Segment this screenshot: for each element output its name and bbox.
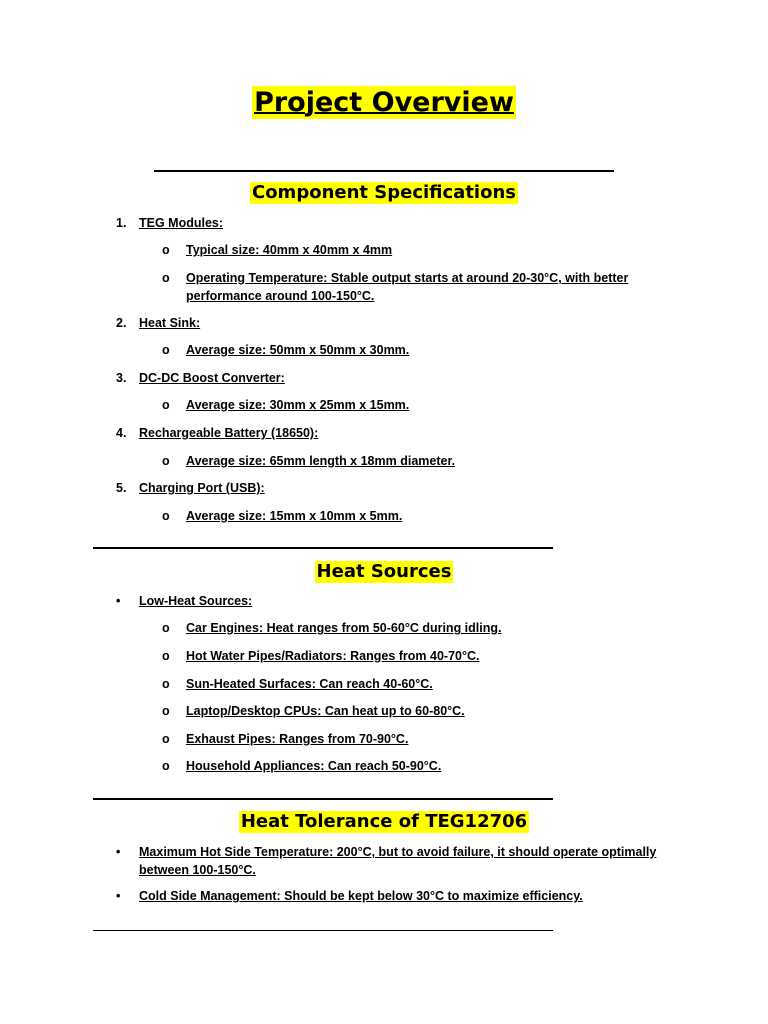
- divider-4: [93, 930, 553, 931]
- section-heading-heat-sources: Heat Sources: [316, 561, 452, 582]
- list-number: 4.: [116, 426, 127, 440]
- sub-list-item: Average size: 30mm x 25mm x 15mm.: [186, 398, 410, 412]
- section-heading-tolerance: Heat Tolerance of TEG12706: [240, 811, 528, 832]
- list-item: DC-DC Boost Converter:: [139, 371, 285, 385]
- sub-list-item: Exhaust Pipes: Ranges from 70-90°C.: [186, 732, 409, 746]
- sub-list-item: Laptop/Desktop CPUs: Can heat up to 60-80°C.: [186, 704, 465, 718]
- section-heading-components: Component Specifications: [251, 182, 516, 203]
- bullet-marker: •: [116, 889, 121, 903]
- divider-2: [93, 547, 553, 549]
- sub-list-item: Household Appliances: Can reach 50-90°C.: [186, 759, 442, 773]
- sub-bullet-marker: o: [162, 454, 170, 468]
- list-item: Charging Port (USB):: [139, 481, 265, 495]
- page-title: [0, 86, 768, 119]
- sub-list-item: Typical size: 40mm x 40mm x 4mm: [186, 243, 393, 257]
- sub-list-item: Car Engines: Heat ranges from 50-60°C during idling.: [186, 621, 502, 635]
- sub-bullet-marker: o: [162, 704, 170, 718]
- sub-bullet-marker: o: [162, 343, 170, 357]
- list-number: 3.: [116, 371, 127, 385]
- sub-bullet-marker: o: [162, 621, 170, 635]
- list-number: 2.: [116, 316, 127, 330]
- list-item: Cold Side Management: Should be kept below 30°C to maximize efficiency.: [139, 889, 583, 903]
- sub-list-item: Sun-Heated Surfaces: Can reach 40-60°C.: [186, 677, 433, 691]
- sub-list-item: Average size: 65mm length x 18mm diameter.: [186, 454, 456, 468]
- list-item: Maximum Hot Side Temperature: 200°C, but to avoid failure, it should operate optimally between 100-150°C.: [139, 845, 657, 877]
- divider-3: [93, 798, 553, 800]
- sub-bullet-marker: o: [162, 243, 170, 257]
- list-item: Heat Sink:: [139, 316, 201, 330]
- sub-bullet-marker: o: [162, 398, 170, 412]
- bullet-marker: •: [116, 845, 121, 859]
- list-number: 5.: [116, 481, 127, 495]
- sub-list-item: Operating Temperature: Stable output starts at around 20-30°C, with better performance around 100-150°C.: [186, 271, 629, 303]
- list-item: TEG Modules:: [139, 216, 224, 230]
- sub-bullet-marker: o: [162, 759, 170, 773]
- sub-bullet-marker: o: [162, 732, 170, 746]
- sub-list-item: Average size: 15mm x 10mm x 5mm.: [186, 509, 403, 523]
- page-title-text: Project Overview: [254, 87, 514, 118]
- sub-bullet-marker: o: [162, 649, 170, 663]
- sub-bullet-marker: o: [162, 509, 170, 523]
- list-item: Rechargeable Battery (18650):: [139, 426, 319, 440]
- bullet-marker: •: [116, 594, 121, 608]
- list-item: Low-Heat Sources:: [139, 594, 253, 608]
- sub-list-item: Hot Water Pipes/Radiators: Ranges from 40-70°C.: [186, 649, 480, 663]
- list-number: 1.: [116, 216, 127, 230]
- sub-bullet-marker: o: [162, 677, 170, 691]
- sub-list-item: Average size: 50mm x 50mm x 30mm.: [186, 343, 410, 357]
- divider-1: [154, 170, 614, 172]
- sub-bullet-marker: o: [162, 271, 170, 285]
